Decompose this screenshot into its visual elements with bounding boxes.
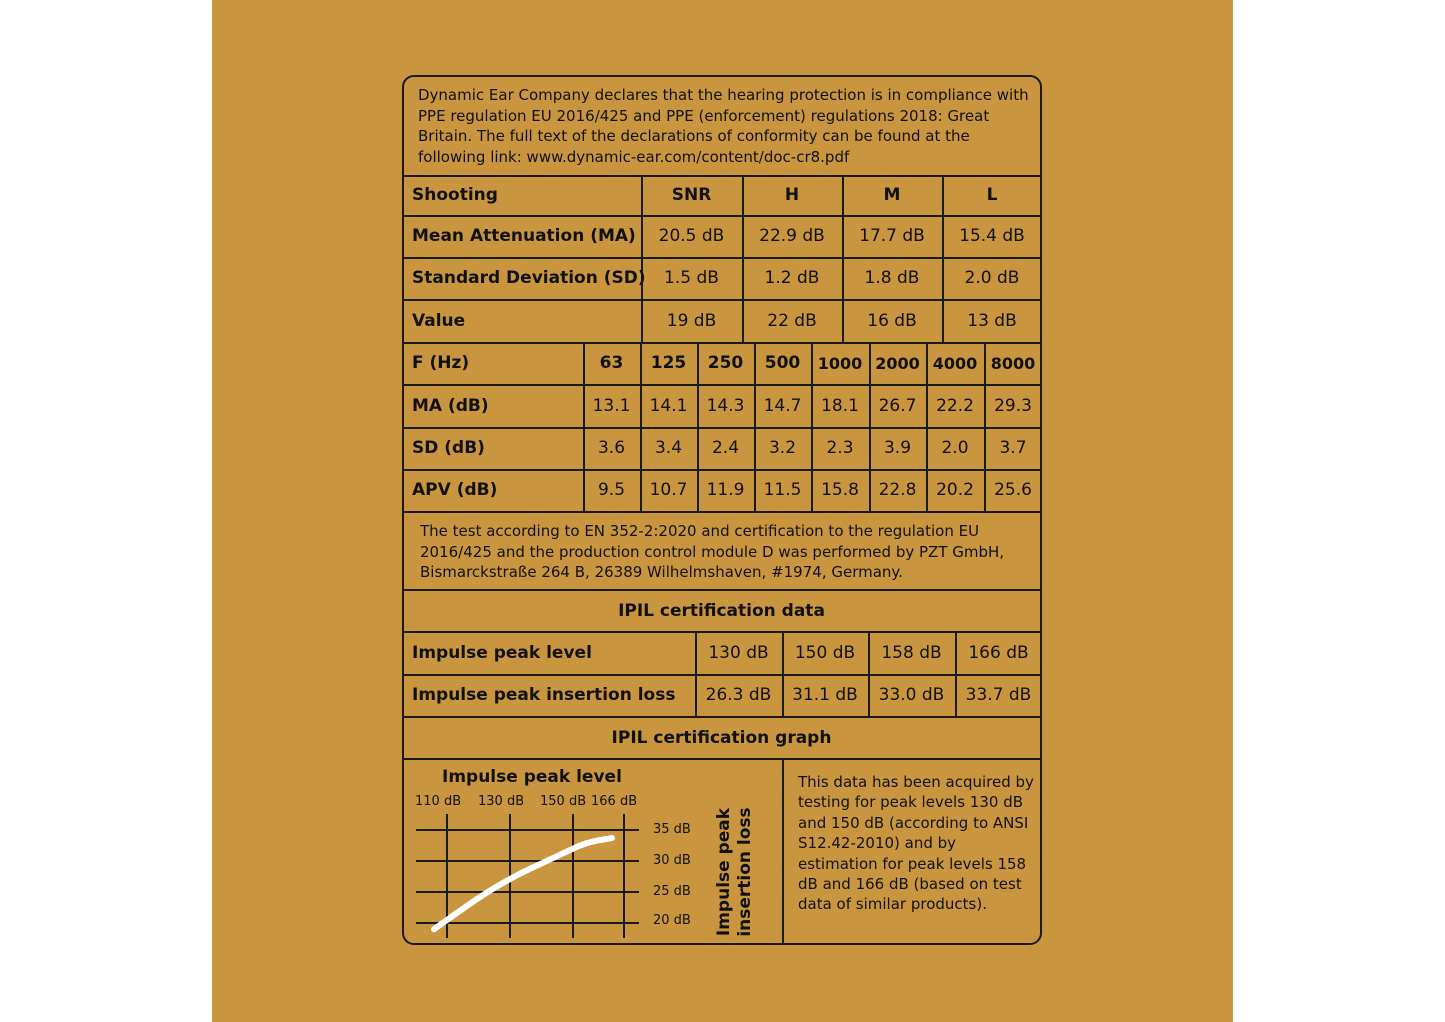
x-tick-label: 150 dB	[540, 794, 587, 809]
table-cell: 22.8	[878, 480, 917, 500]
declaration-text: Dynamic Ear Company declares that the hearing protection is in compliance with PPE regulation EU 2016/425 and PPE (enforcement) regulations 2018: Great Britain. The full text of the declarations of conformity can be found at the following link: www.dynamic-ear.com/content/doc-cr8.pdf	[418, 86, 1029, 166]
table-cell: 13 dB	[967, 310, 1017, 331]
freq-header: 4000	[932, 353, 978, 373]
table-cell: 2.3	[826, 438, 854, 458]
y-axis-label-line2: insertion loss	[735, 807, 755, 937]
table-cell: 18.1	[821, 395, 859, 416]
table-cell: 2.0 dB	[964, 268, 1020, 288]
chart-title: Impulse peak level	[442, 767, 622, 787]
shooting-header: Shooting	[412, 185, 498, 205]
m-header: M	[883, 185, 901, 205]
x-tick-label: 166 dB	[591, 794, 638, 809]
freq-header: 63	[599, 353, 624, 373]
table-cell: 158 dB	[881, 642, 942, 663]
table-cell: 15.8	[821, 480, 859, 500]
row-label: APV (dB)	[412, 480, 498, 500]
freq-header: 250	[707, 353, 744, 373]
x-tick-label: 110 dB	[415, 794, 462, 809]
table-cell: 11.5	[763, 480, 802, 500]
ipil-series-line	[434, 838, 612, 929]
table-cell: 33.7 dB	[965, 685, 1032, 705]
table-cell: 3.4	[654, 438, 683, 458]
table-cell: 17.7 dB	[859, 226, 925, 246]
graph-description: This data has been acquired by testing for peak levels 130 dB and 150 dB (according to ANSI S12.42-2010) and by estimation for peak levels 158 dB and 166 dB (based on test data of similar products).	[798, 773, 1034, 914]
test-note: The test according to EN 352-2:2020 and certification to the regulation EU 2016/425 and the production control module D was performed by PZT GmbH, Bismarckstraße 264 B, 26389 Wilhelmshaven, #1974, Germany.	[420, 522, 1005, 581]
snr-header: SNR	[671, 185, 712, 205]
h-header: H	[784, 185, 800, 205]
table-cell: 3.2	[768, 438, 797, 458]
y-tick-label: 30 dB	[653, 853, 691, 868]
table-cell: 11.9	[706, 480, 745, 500]
freq-header: 2000	[875, 353, 920, 373]
table-cell: 1.2 dB	[764, 268, 820, 288]
row-label: Mean Attenuation (MA)	[412, 226, 636, 246]
table-cell: 22.9 dB	[759, 226, 825, 246]
y-tick-label: 25 dB	[653, 884, 691, 899]
table-cell: 26.7	[878, 395, 917, 416]
ipil-chart	[404, 797, 654, 945]
table-cell: 3.9	[883, 438, 912, 458]
divider	[404, 758, 1042, 760]
row-label: Value	[412, 310, 466, 331]
certification-card	[402, 75, 1042, 945]
table-cell: 166 dB	[968, 642, 1029, 663]
table-cell: 14.1	[649, 395, 688, 416]
table-cell: 14.3	[706, 395, 745, 416]
frequency-header: F (Hz)	[412, 353, 470, 373]
table-cell: 1.5 dB	[664, 268, 719, 288]
table-cell: 150 dB	[794, 642, 856, 663]
table-cell: 3.6	[597, 438, 626, 458]
divider	[404, 716, 1042, 718]
row-label: Impulse peak level	[412, 642, 592, 663]
table-cell: 15.4 dB	[959, 226, 1025, 246]
table-cell: 33.0 dB	[878, 685, 945, 705]
table-cell: 29.3	[994, 395, 1032, 416]
table-cell: 20.2	[936, 480, 974, 500]
freq-header: 125	[650, 353, 687, 373]
table-cell: 1.8 dB	[864, 268, 920, 288]
row-label: SD (dB)	[412, 438, 485, 458]
table-cell: 2.4	[711, 438, 740, 458]
l-header: L	[986, 185, 998, 205]
y-axis-label-line1: Impulse peak	[714, 807, 734, 937]
table-cell: 19 dB	[666, 310, 717, 331]
table-cell: 31.1 dB	[792, 685, 858, 705]
table-cell: 13.1	[592, 395, 631, 416]
ipil-graph-title: IPIL certification graph	[611, 728, 832, 748]
freq-header: 8000	[990, 353, 1036, 373]
table-cell: 20.5 dB	[658, 226, 725, 246]
table-cell: 10.7	[649, 480, 688, 500]
y-axis-label	[710, 807, 760, 937]
y-tick-label: 20 dB	[653, 913, 691, 928]
table-cell: 9.5	[597, 480, 626, 500]
ipil-data-title: IPIL certification data	[618, 601, 825, 621]
divider	[404, 511, 1042, 513]
freq-header: 1000	[817, 353, 863, 373]
table-cell: 130 dB	[708, 642, 769, 663]
table-cell: 22 dB	[767, 310, 817, 331]
table-cell: 22.2	[936, 395, 974, 416]
freq-header: 500	[764, 353, 801, 373]
divider	[782, 758, 784, 945]
table-cell: 3.7	[999, 438, 1027, 458]
row-label: Impulse peak insertion loss	[412, 685, 676, 705]
divider	[404, 589, 1042, 591]
table-cell: 14.7	[763, 395, 802, 416]
row-label: MA (dB)	[412, 395, 489, 416]
table-cell: 25.6	[994, 480, 1032, 500]
table-cell: 26.3 dB	[705, 685, 772, 705]
x-tick-label: 130 dB	[478, 794, 525, 809]
row-label: Standard Deviation (SD)	[412, 268, 646, 288]
table-cell: 2.0	[941, 438, 969, 458]
y-tick-label: 35 dB	[653, 822, 691, 837]
table-cell: 16 dB	[867, 310, 917, 331]
